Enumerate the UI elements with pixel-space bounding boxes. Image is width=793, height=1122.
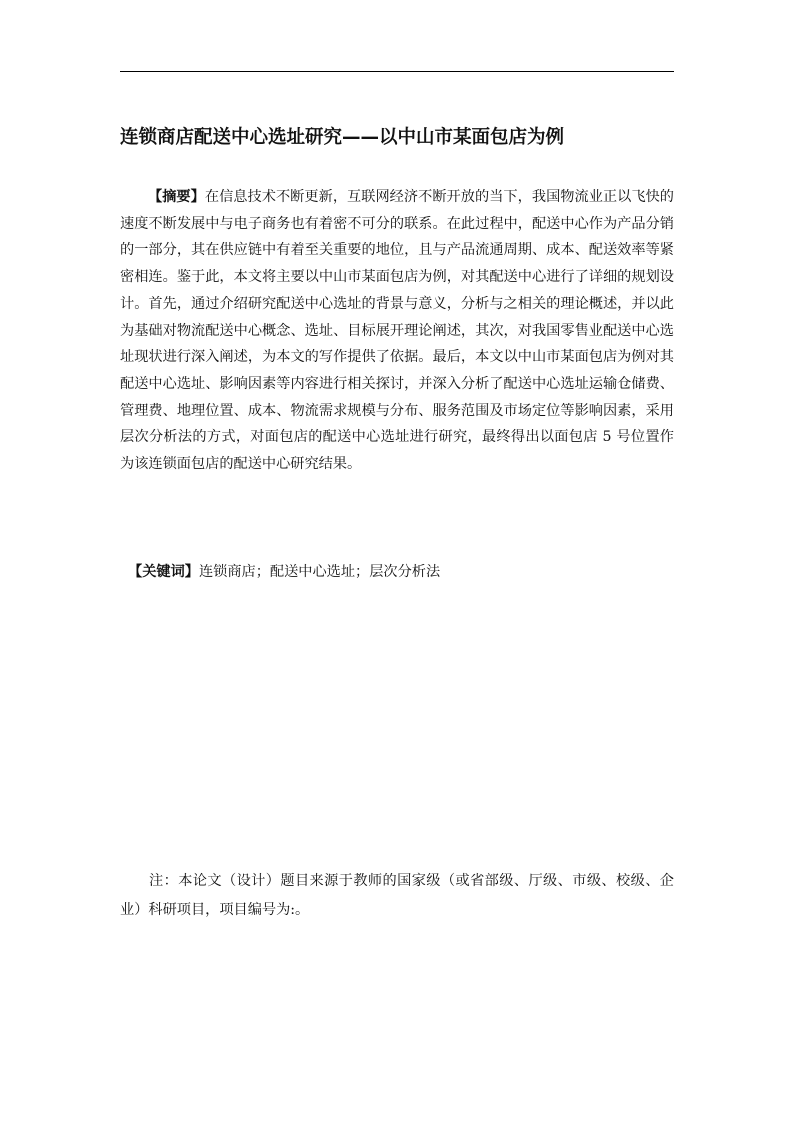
abstract-text: 在信息技术不断更新，互联网经济不断开放的当下，我国物流业正以飞快的速度不断发展中与电子商务也有着密不可分的联系。在此过程中，配送中心作为产品分销的一部分，其在供应链中有着至关重要的地位，且与产品流通周期、成本、配送效率等紧密相连。鉴于此，本文将主要以中山市某面包店为例，对其配送中心进行了详细的规划设计。首先，通过介绍研究配送中心选址的背景与意义，分析与之相关的理论概述，并以此为基础对物流配送中心概念、选址、目标展开理论阐述，其次，对我国零售业配送中心选址现状进行深入阐述，为本文的写作提供了依据。最后，本文以中山市某面包店为例对其配送中心选址、影响因素等内容进行相关探讨，并深入分析了配送中心选址运输仓储费、管理费、地理位置、成本、物流需求规模与分布、服务范围及市场定位等影响因素，采用层次分析法的方式，对面包店的配送中心选址进行研究，最终得出以面包店 5 号位置作为该连锁面包店的配送中心研究结果。: [120, 189, 674, 473]
abstract-label: 【摘要】: [148, 189, 205, 205]
project-source-note: 注：本论文（设计）题目来源于教师的国家级（或省部级、厅级、市级、校级、企业）科研项目，项目编号为:。: [120, 873, 674, 918]
paper-title: 连锁商店配送中心选址研究——以中山市某面包店为例: [120, 127, 565, 148]
keywords-text: 连锁商店；配送中心选址；层次分析法: [198, 564, 441, 580]
header-rule: [120, 71, 674, 72]
abstract-paragraph: [120, 184, 674, 478]
keywords-paragraph: [120, 559, 674, 586]
keywords-label: 【关键词】: [128, 564, 199, 580]
